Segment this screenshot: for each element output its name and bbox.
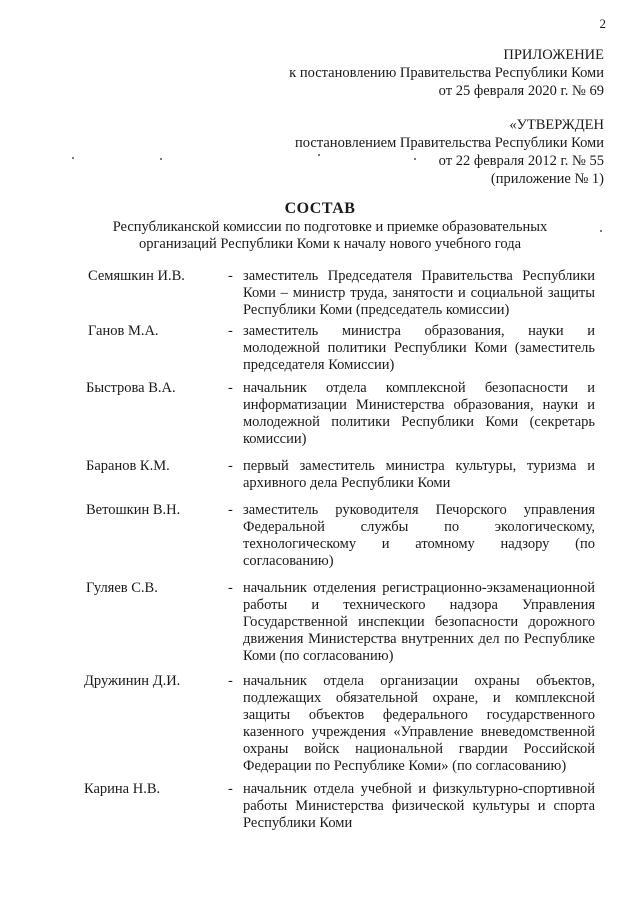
members-list <box>0 268 640 832</box>
member-dash: - <box>228 502 233 518</box>
member-row <box>0 502 640 570</box>
subtitle-line: Республиканской комиссии по подготовке и приемке образовательных <box>112 219 548 235</box>
member-row <box>0 323 640 374</box>
subtitle-line: организаций Республики Коми к началу нового учебного года <box>138 236 522 252</box>
member-role: начальник отдела комплексной безопасности и информатизации Министерства образования, науки и молодежной политики Республики Коми (секретарь комиссии) <box>243 380 595 447</box>
member-dash: - <box>228 380 233 396</box>
member-name: Дружинин Д.И. <box>84 673 181 689</box>
approved-heading: «УТВЕРЖДЕН <box>509 117 604 133</box>
document-title: СОСТАВ <box>284 200 356 217</box>
member-row <box>0 268 640 319</box>
member-role: начальник отделения регистрационно-экзаменационной работы и технического надзора Управления Государственной инспекции безопасности дорожного движения Министерства внутренних дел по Республике Коми (по согласованию) <box>243 580 595 664</box>
member-dash: - <box>228 268 233 284</box>
member-row <box>0 580 640 665</box>
member-row <box>0 458 640 492</box>
scan-speck <box>414 158 416 160</box>
member-dash: - <box>228 580 233 596</box>
member-dash: - <box>228 673 233 689</box>
approved-resolution: постановлением Правительства Республики Коми <box>295 135 604 151</box>
member-name: Быстрова В.А. <box>86 380 176 396</box>
member-role: начальник отдела организации охраны объектов, подлежащих обязательной охране, и комплексной защиты объектов федерального государственного казенного учреждения «Управление вневедомственной охраны войск национальной гвардии Российской Федерации по Республике Коми» (по согласованию) <box>243 673 595 774</box>
member-name: Карина Н.В. <box>84 781 161 797</box>
member-role: заместитель руководителя Печорского управления Федеральной службы по экологическому, технологическому и атомному надзору (по согласованию) <box>243 502 595 569</box>
scan-speck <box>160 158 162 160</box>
appendix-resolution: к постановлению Правительства Республики Коми <box>289 65 604 81</box>
member-name: Ветошкин В.Н. <box>86 502 181 518</box>
scan-speck <box>72 157 74 159</box>
member-name: Гуляев С.В. <box>86 580 158 596</box>
member-row <box>0 673 640 775</box>
scan-speck <box>318 154 320 156</box>
page-number: 2 <box>599 16 606 31</box>
member-name: Ганов М.А. <box>88 323 159 339</box>
member-dash: - <box>228 323 233 339</box>
member-role: заместитель Председателя Правительства Республики Коми – министр труда, занятости и социальной защиты Республики Коми (председатель комиссии) <box>243 268 595 318</box>
member-role: первый заместитель министра культуры, туризма и архивного дела Республики Коми <box>243 458 595 491</box>
member-row <box>0 781 640 832</box>
appendix-date: от 25 февраля 2020 г. № 69 <box>438 83 604 99</box>
member-dash: - <box>228 781 233 797</box>
member-dash: - <box>228 458 233 474</box>
member-name: Семяшкин И.В. <box>88 268 185 284</box>
member-role: заместитель министра образования, науки и молодежной политики Республики Коми (заместитель председателя Комиссии) <box>243 323 595 373</box>
member-role: начальник отдела учебной и физкультурно-спортивной работы Министерства физической культуры и спорта Республики Коми <box>243 781 595 831</box>
document-subtitle <box>90 219 570 253</box>
member-name: Баранов К.М. <box>86 458 170 474</box>
scan-speck <box>600 230 602 232</box>
approved-date: от 22 февраля 2012 г. № 55 <box>438 153 604 169</box>
approved-block <box>295 116 604 188</box>
approved-appendix-ref: (приложение № 1) <box>490 171 604 187</box>
member-row <box>0 380 640 448</box>
appendix-heading: ПРИЛОЖЕНИЕ <box>503 47 604 63</box>
appendix-block <box>289 46 604 100</box>
